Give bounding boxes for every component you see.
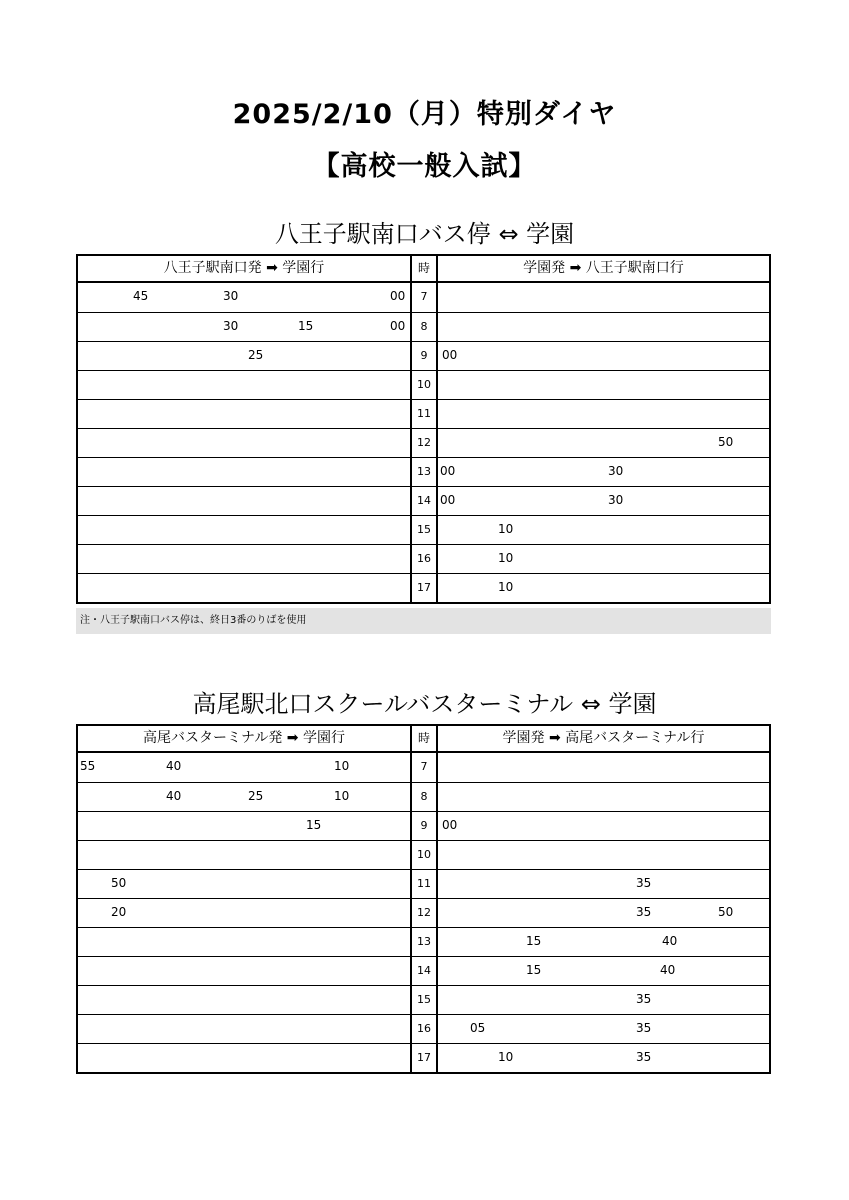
hour-cell: 7 <box>410 283 438 312</box>
departure-minutes-return <box>438 371 769 399</box>
departure-minutes-outbound <box>78 313 410 341</box>
hour-cell: 10 <box>410 371 438 399</box>
section-title-takao: 高尾駅北口スクールバスターミナル ⇔ 学園 <box>192 690 657 718</box>
table-row <box>78 927 769 956</box>
departure-minutes-return <box>438 545 769 573</box>
right-header: 学園発 ➡ 八王子駅南口行 <box>523 260 684 276</box>
departure-minutes-outbound <box>78 400 410 428</box>
departure-minutes-outbound <box>78 516 410 544</box>
departure-minutes-return <box>438 283 769 312</box>
departure-minutes-outbound <box>78 458 410 486</box>
hour-cell: 15 <box>410 986 438 1014</box>
minute-value: 25 <box>248 348 264 362</box>
minute-value: 10 <box>498 551 514 565</box>
minute-value: 15 <box>526 963 542 977</box>
departure-minutes-return <box>438 429 769 457</box>
minute-value: 00 <box>440 464 456 478</box>
hour-header: 時 <box>410 726 438 751</box>
minute-value: 10 <box>498 580 514 594</box>
minute-value: 50 <box>718 435 734 449</box>
hour-cell: 12 <box>410 899 438 927</box>
right-header: 学園発 ➡ 高尾バスターミナル行 <box>502 730 705 746</box>
minute-value: 35 <box>636 1050 652 1064</box>
minute-value: 15 <box>526 934 542 948</box>
minute-value: 30 <box>223 319 239 333</box>
minute-value: 30 <box>608 493 624 507</box>
departure-minutes-outbound <box>78 283 410 312</box>
table-row <box>78 370 769 399</box>
minute-value: 00 <box>440 493 456 507</box>
hour-cell: 13 <box>410 458 438 486</box>
departure-minutes-return <box>438 458 769 486</box>
table-row <box>78 544 769 573</box>
departure-minutes-outbound <box>78 899 410 927</box>
hour-cell: 16 <box>410 1015 438 1043</box>
table-row <box>78 985 769 1014</box>
minute-value: 00 <box>390 289 406 303</box>
table-row <box>78 428 769 457</box>
hour-cell: 11 <box>410 870 438 898</box>
hour-cell: 11 <box>410 400 438 428</box>
departure-minutes-return <box>438 574 769 602</box>
minute-value: 00 <box>442 348 458 362</box>
hour-cell: 13 <box>410 928 438 956</box>
minute-value: 05 <box>470 1021 486 1035</box>
departure-minutes-return <box>438 957 769 985</box>
table-row <box>78 840 769 869</box>
departure-minutes-return <box>438 1044 769 1072</box>
minute-value: 15 <box>298 319 314 333</box>
departure-minutes-return <box>438 928 769 956</box>
table-row <box>78 283 769 312</box>
timetable-header <box>78 726 769 753</box>
departure-minutes-return <box>438 783 769 811</box>
minute-value: 10 <box>498 522 514 536</box>
departure-minutes-outbound <box>78 928 410 956</box>
departure-minutes-return <box>438 516 769 544</box>
minute-value: 40 <box>660 963 676 977</box>
departure-minutes-outbound <box>78 545 410 573</box>
departure-minutes-return <box>438 899 769 927</box>
minute-value: 40 <box>166 789 182 803</box>
hour-cell: 15 <box>410 516 438 544</box>
departure-minutes-outbound <box>78 812 410 840</box>
departure-minutes-outbound <box>78 841 410 869</box>
hour-cell: 14 <box>410 487 438 515</box>
departure-minutes-outbound <box>78 783 410 811</box>
timetable-hachioji <box>76 254 771 604</box>
page-subtitle: 【高校一般入試】 <box>312 151 537 182</box>
hour-cell: 8 <box>410 783 438 811</box>
table-row <box>78 782 769 811</box>
table-row <box>78 1043 769 1072</box>
table-row <box>78 1014 769 1043</box>
timetable-takao <box>76 724 771 1074</box>
departure-minutes-outbound <box>78 371 410 399</box>
minute-value: 30 <box>223 289 239 303</box>
minute-value: 10 <box>498 1050 514 1064</box>
minute-value: 10 <box>334 759 350 773</box>
minute-value: 10 <box>334 789 350 803</box>
minute-value: 50 <box>718 905 734 919</box>
departure-minutes-outbound <box>78 574 410 602</box>
departure-minutes-return <box>438 1015 769 1043</box>
minute-value: 15 <box>306 818 322 832</box>
hour-cell: 10 <box>410 841 438 869</box>
table-row <box>78 457 769 486</box>
left-header: 高尾バスターミナル発 ➡ 学園行 <box>143 730 345 746</box>
minute-value: 35 <box>636 992 652 1006</box>
departure-minutes-return <box>438 753 769 782</box>
hour-cell: 16 <box>410 545 438 573</box>
departure-minutes-outbound <box>78 429 410 457</box>
table-row <box>78 898 769 927</box>
page-title: 2025/2/10（月）特別ダイヤ <box>232 99 617 130</box>
table-row <box>78 869 769 898</box>
timetable-header <box>78 256 769 283</box>
table-row <box>78 811 769 840</box>
table-row <box>78 341 769 370</box>
minute-value: 45 <box>133 289 149 303</box>
hour-cell: 8 <box>410 313 438 341</box>
minute-value: 30 <box>608 464 624 478</box>
minute-value: 55 <box>80 759 96 773</box>
table-row <box>78 956 769 985</box>
departure-minutes-return <box>438 487 769 515</box>
hour-cell: 9 <box>410 812 438 840</box>
minute-value: 20 <box>111 905 127 919</box>
departure-minutes-outbound <box>78 342 410 370</box>
table-row <box>78 573 769 602</box>
minute-value: 25 <box>248 789 264 803</box>
departure-minutes-return <box>438 986 769 1014</box>
note-text: 注・八王子駅南口バス停は、終日3番のりばを使用 <box>76 608 771 634</box>
hour-cell: 17 <box>410 1044 438 1072</box>
section-title-hachioji: 八王子駅南口バス停 ⇔ 学園 <box>274 220 575 248</box>
minute-value: 40 <box>166 759 182 773</box>
hour-cell: 17 <box>410 574 438 602</box>
table-row <box>78 753 769 782</box>
table-row <box>78 515 769 544</box>
minute-value: 35 <box>636 905 652 919</box>
departure-minutes-outbound <box>78 487 410 515</box>
departure-minutes-return <box>438 870 769 898</box>
minute-value: 00 <box>390 319 406 333</box>
minute-value: 50 <box>111 876 127 890</box>
minute-value: 35 <box>636 1021 652 1035</box>
departure-minutes-return <box>438 400 769 428</box>
minute-value: 40 <box>662 934 678 948</box>
departure-minutes-return <box>438 841 769 869</box>
departure-minutes-outbound <box>78 986 410 1014</box>
hour-cell: 9 <box>410 342 438 370</box>
left-header: 八王子駅南口発 ➡ 学園行 <box>163 260 325 276</box>
table-row <box>78 486 769 515</box>
departure-minutes-outbound <box>78 1015 410 1043</box>
hour-cell: 14 <box>410 957 438 985</box>
departure-minutes-outbound <box>78 753 410 782</box>
hour-cell: 7 <box>410 753 438 782</box>
hour-header: 時 <box>410 256 438 281</box>
minute-value: 35 <box>636 876 652 890</box>
departure-minutes-outbound <box>78 1044 410 1072</box>
departure-minutes-outbound <box>78 957 410 985</box>
departure-minutes-return <box>438 313 769 341</box>
table-row <box>78 312 769 341</box>
departure-minutes-return <box>438 812 769 840</box>
departure-minutes-outbound <box>78 870 410 898</box>
table-row <box>78 399 769 428</box>
hour-cell: 12 <box>410 429 438 457</box>
departure-minutes-return <box>438 342 769 370</box>
minute-value: 00 <box>442 818 458 832</box>
